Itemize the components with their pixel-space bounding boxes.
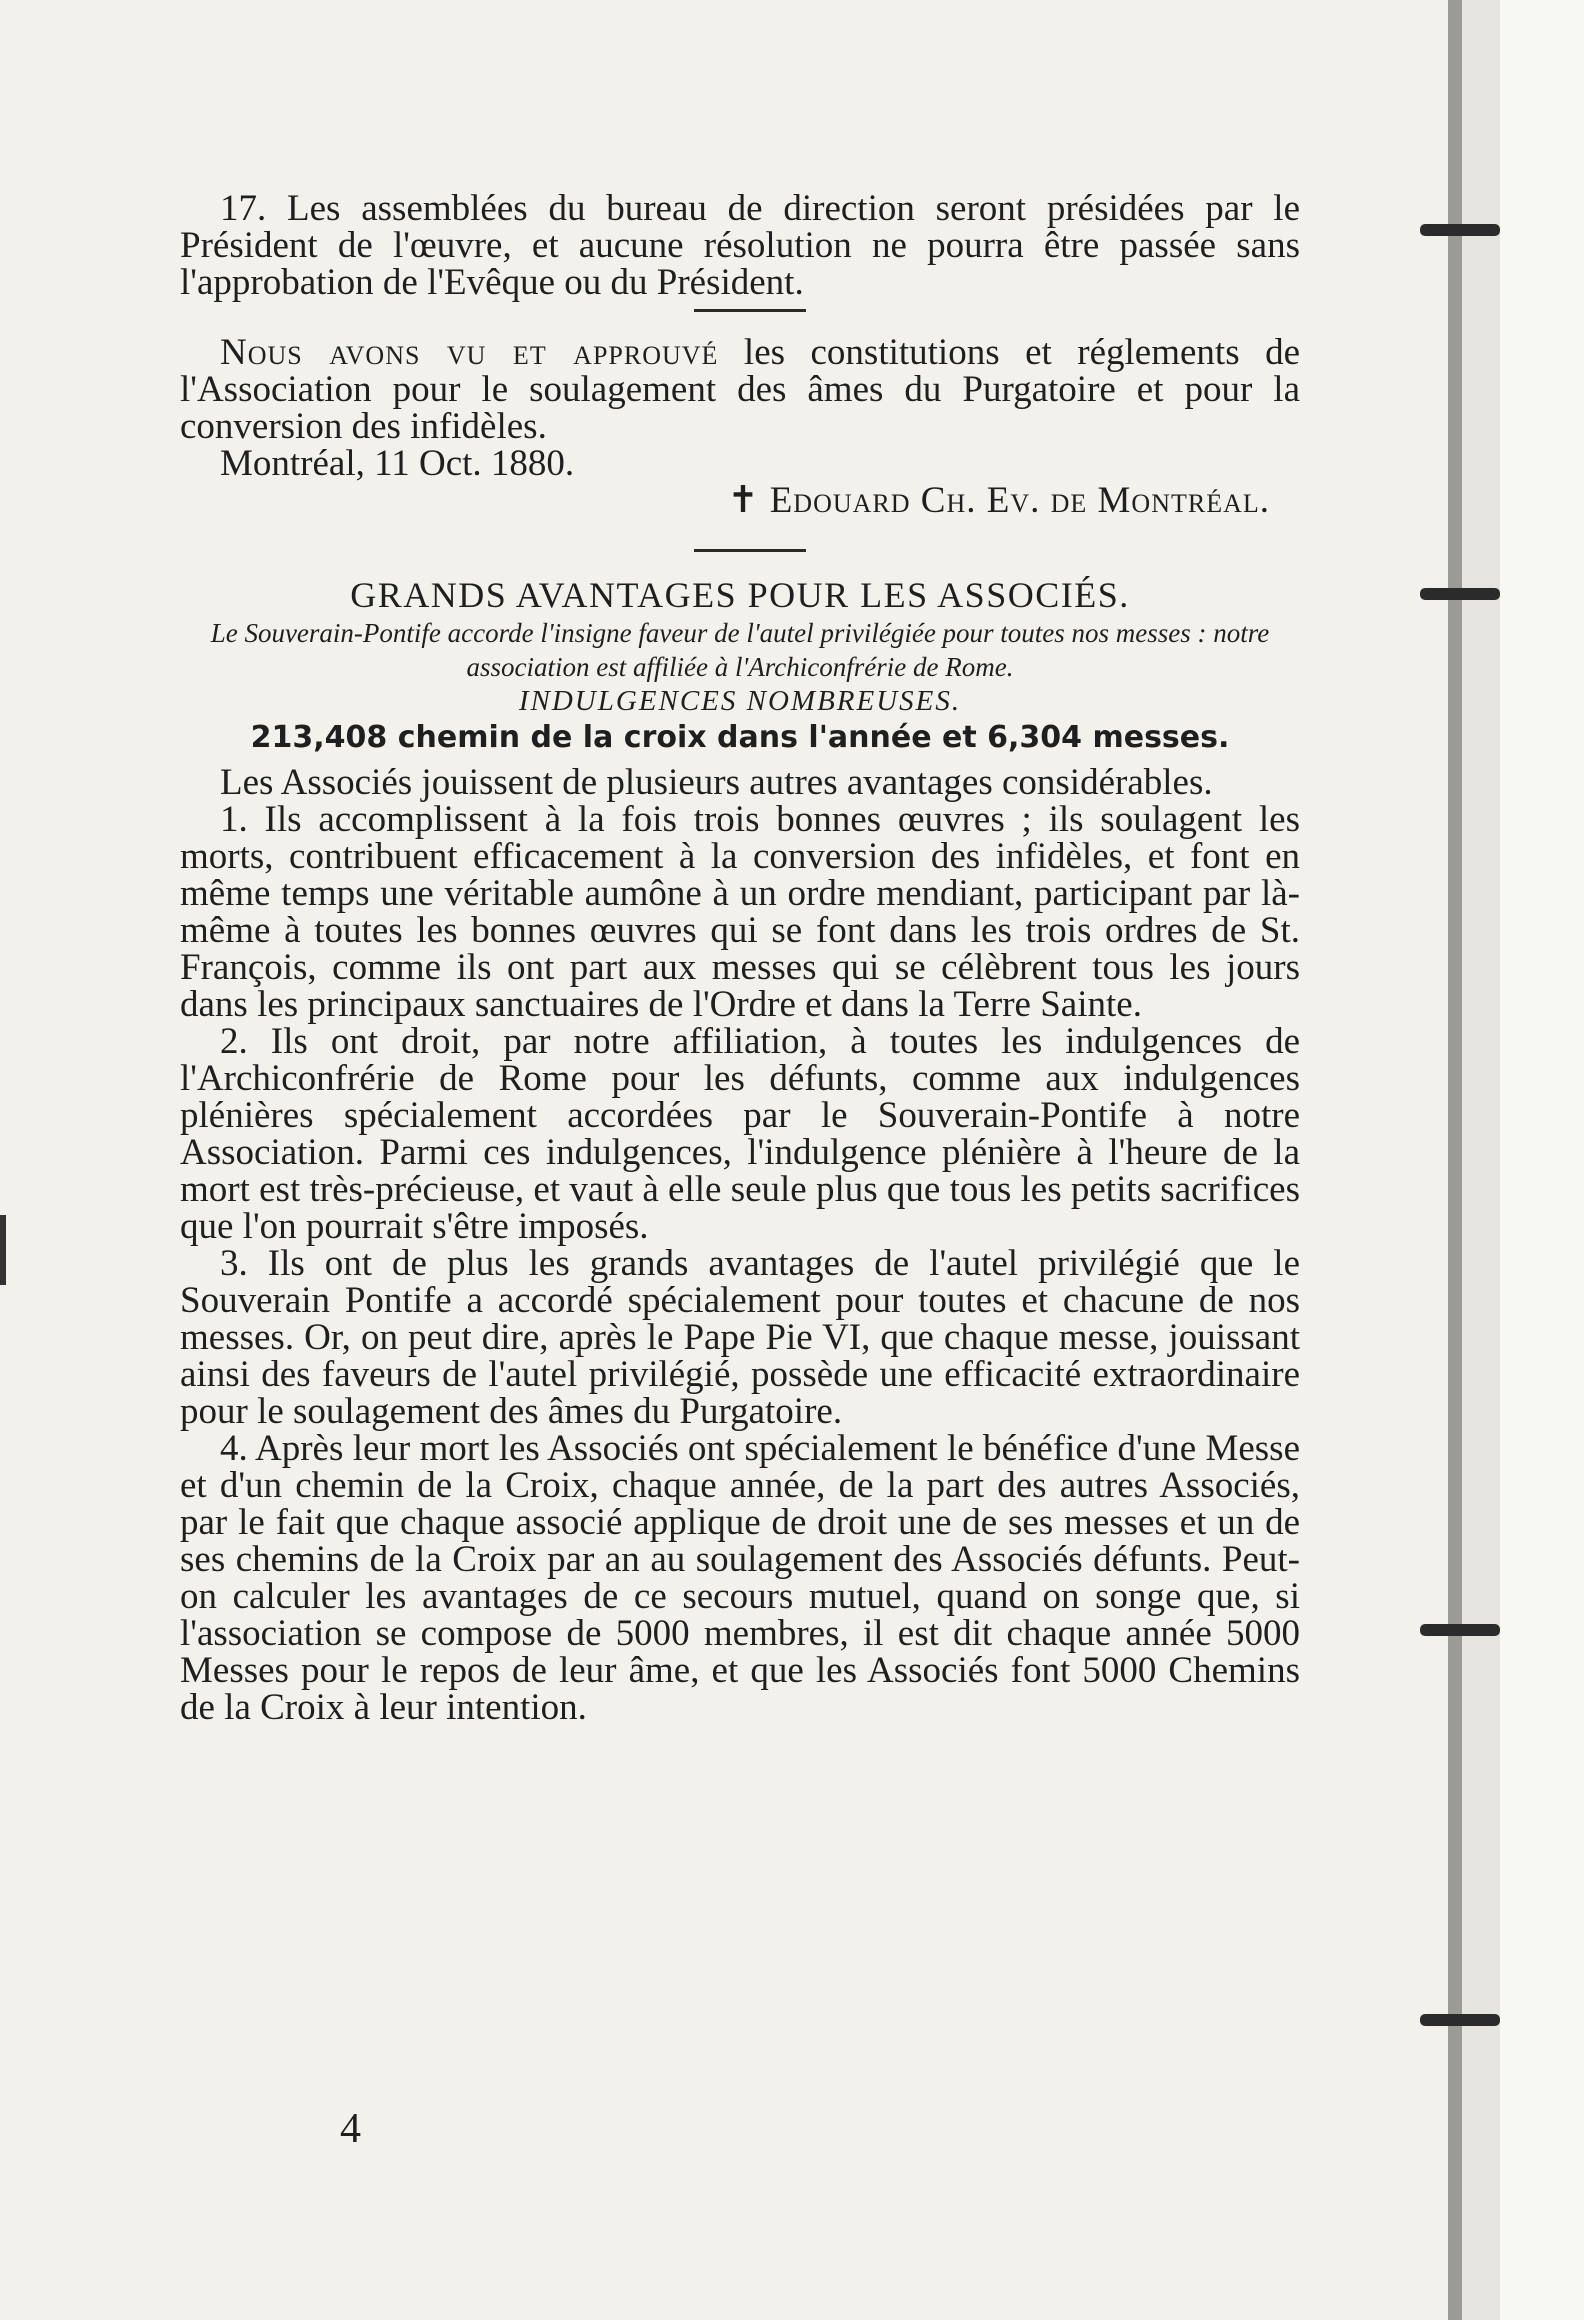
binding-edge: [1462, 0, 1500, 2320]
paragraph-17: 17. Les assemblées du bureau de direction seront présidées par le Président de l'œuvre, et aucune résolution ne pourra être passée sans l'approbation de l'Evêque ou du Président.: [180, 188, 1300, 303]
intro-paragraph: Les Associés jouissent de plusieurs autres avantages considérables.: [220, 762, 1213, 803]
approval-date: Montréal, 11 Oct. 1880.: [220, 443, 575, 484]
binding-stitch: [1420, 588, 1500, 600]
approval-lead: Nous avons vu et approuvé: [220, 332, 719, 373]
advantage-4: 4. Après leur mort les Associés ont spécialement le bénéfice d'une Messe et d'un chemin de la Croix, chaque année, de la part des autres Associés, par le fait que chaque associé applique de droit une de ses messes et un de ses chemins de la Croix par an au soulagement des Associés défunts. Peut-on calculer les avantages de ce secours mutuel, quand on songe que, si l'association se compose de 5000 membres, il est dit chaque année 5000 Messes pour le repos de leur âme, et que les Associés font 5000 Chemins de la Croix à leur intention.: [180, 1428, 1300, 1728]
left-edge-mark: [0, 1215, 6, 1285]
advantage-2: 2. Ils ont droit, par notre affiliation, à toutes les indulgences de l'Archiconfrérie de Rome pour les défunts, comme aux indulgences plénières spécialement accordées par le Souverain-Pontife à notre Association. Parmi ces indulgences, l'indulgence plénière à l'heure de la mort est très-précieuse, et vaut à elle seule plus que tous les petits sacrifices que l'on pourrait s'être imposés.: [180, 1021, 1300, 1247]
binding-stitch: [1420, 1624, 1500, 1636]
bishop-signature: ✝ Edouard Ch. Ev. de Montréal.: [727, 480, 1270, 521]
advantage-1: 1. Ils accomplissent à la fois trois bonnes œuvres ; ils soulagent les morts, contribuent efficacement à la conversion des infidèles, et font en même temps une véritable aumône à un ordre mendiant, participant par là-même à toutes les bonnes œuvres qui se font dans les trois ordres de St. François, comme ils ont part aux messes qui se célèbrent tous les jours dans les principaux sanctuaires de l'Ordre et dans la Terre Sainte.: [180, 799, 1300, 1025]
indulgences-heading: INDULGENCES NOMBREUSES.: [518, 685, 962, 717]
separator-rule: [694, 309, 806, 312]
separator-rule: [694, 549, 806, 552]
binding-stitch: [1420, 224, 1500, 236]
right-margin: [1500, 0, 1584, 2320]
section-title: GRANDS AVANTAGES POUR LES ASSOCIÉS.: [350, 575, 1130, 615]
privilege-note: Le Souverain-Pontife accorde l'insigne faveur de l'autel privilégiée pour toutes nos messes : notre association est affiliée à l'Archiconfrérie de Rome.: [210, 618, 1270, 682]
page-number: 4: [340, 2106, 361, 2152]
binding-spine: [1448, 0, 1462, 2320]
binding-stitch: [1420, 2014, 1500, 2026]
approval-text: les constitutions et réglements de l'Association pour le soulagement des âmes du Purgatoire et pour la conversion des infidèles.: [180, 332, 1301, 447]
advantage-3: 3. Ils ont de plus les grands avantages de l'autel privilégié que le Souverain Pontife a accordé spécialement pour toutes et chacune de nos messes. Or, on peut dire, après le Pape Pie VI, que chaque messe, jouissant ainsi des faveurs de l'autel privilégié, possède une efficacité extraordinaire pour le soulagement des âmes du Purgatoire.: [180, 1243, 1300, 1432]
page-text: [180, 190, 1300, 1726]
stats-line: 213,408 chemin de la croix dans l'année et 6,304 messes.: [250, 720, 1230, 755]
approval-paragraph: [180, 334, 1300, 445]
